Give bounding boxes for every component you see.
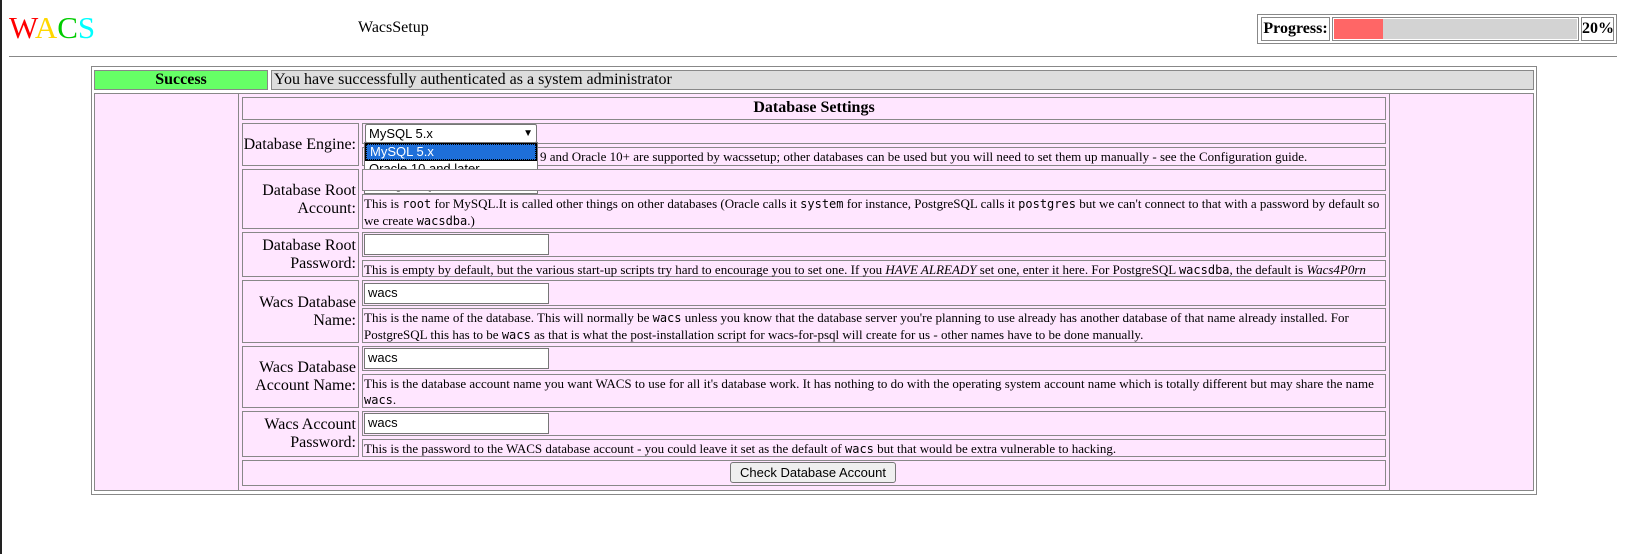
left-gutter [94,93,239,491]
progress-fill [1334,19,1383,39]
account-password-field[interactable]: wacs [364,413,549,434]
root-password-field[interactable] [364,234,549,255]
progress-percent: 20% [1581,17,1614,41]
root-account-input-cell [362,169,1386,191]
window-edge [0,0,2,554]
db-account-label: Wacs Database Account Name: [242,346,359,408]
account-password-description: This is the password to the WACS database account - you could leave it set as the default of wacs but that would be extra vulnerable to hacking. [362,439,1386,457]
right-gutter [1389,93,1534,491]
db-name-label: Wacs Database Name: [242,280,359,343]
app-title: WacsSetup [358,19,429,36]
logo-letter-c: C [57,10,78,45]
logo-letter-w: W [9,10,35,45]
root-account-label: Database Root Account: [242,169,359,229]
progress-bar [1332,17,1579,41]
db-account-description: This is the database account name you want WACS to use for all it's database work. It has nothing to do with the operating system account name which is totally different but may share the name wacs. [362,374,1386,408]
wacs-logo [9,9,95,47]
engine-label: Database Engine: [242,123,359,166]
progress-box [1257,14,1617,44]
form-title: Database Settings [242,97,1386,120]
root-account-description: This is root for MySQL.It is called other things on other databases (Oracle calls it system for instance, PostgreSQL calls it postgres but we can't connect to that with a password by default so we create wacsdba.) [362,194,1386,229]
engine-select-value: MySQL 5.x [369,126,433,141]
header-divider [9,56,1617,57]
engine-option-mysql[interactable]: MySQL 5.x [365,143,537,161]
status-message: You have successfully authenticated as a system administrator [271,70,1534,90]
root-password-label: Database Root Password: [242,232,359,277]
root-password-description: This is empty by default, but the various start-up scripts try hard to encourage you to set one. If you HAVE ALREADY set one, enter it here. For PostgreSQL wacsdba, the default is Wacs4P0rn [362,260,1386,277]
engine-description: 9 and Oracle 10+ are supported by wacssetup; other databases can be used but you will need to set them up manually - see the Configuration guide. [362,147,1386,166]
check-database-account-button[interactable]: Check Database Account [730,462,896,483]
account-password-label: Wacs Account Password: [242,411,359,457]
db-name-field[interactable]: wacs [364,283,549,304]
logo-letter-a: A [34,10,58,45]
engine-select[interactable] [365,124,537,143]
db-name-description: This is the name of the database. This will normally be wacs unless you know that the database server you're planning to use already has another database of that name already installed. For PostgreSQL this has to be wacs as that is what the post-installation script for wacs-for-psql will create for us - other names have to be done manually. [362,308,1386,343]
chevron-down-icon: ▼ [523,128,533,139]
logo-letter-s: S [77,10,96,45]
status-badge: Success [94,70,268,90]
db-account-field[interactable]: wacs [364,348,549,369]
progress-label: Progress: [1261,17,1330,41]
